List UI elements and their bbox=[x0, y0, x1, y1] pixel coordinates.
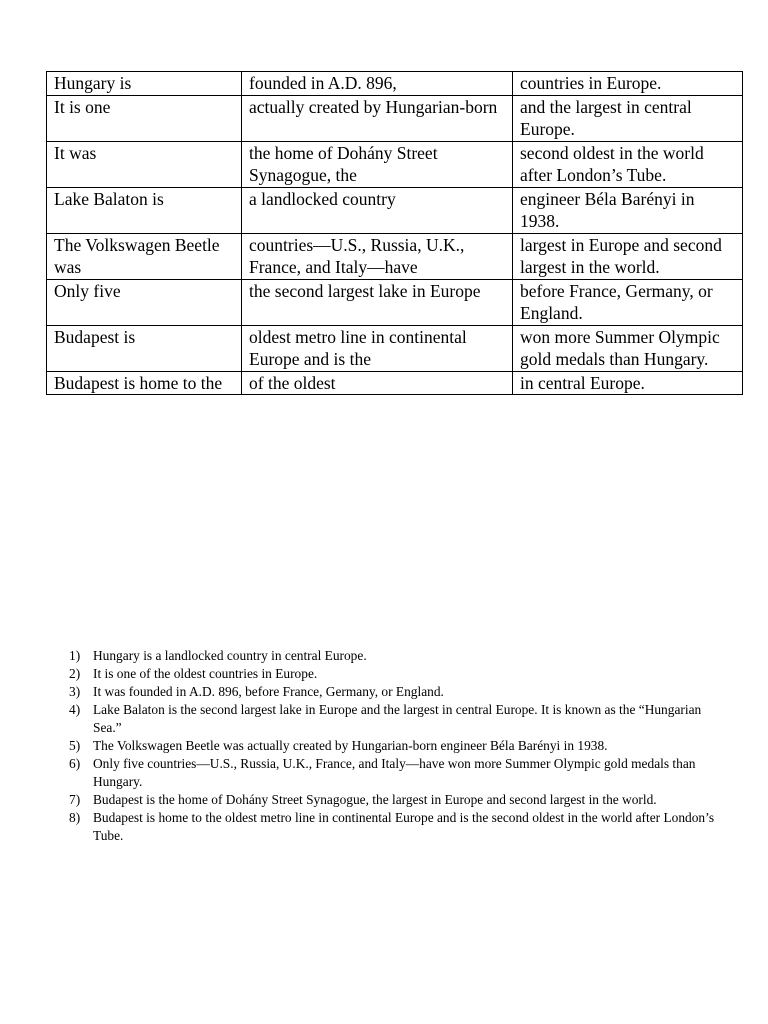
list-number: 7) bbox=[69, 792, 81, 807]
sentence-middle-cell: of the oldest bbox=[242, 371, 513, 395]
list-number: 1) bbox=[69, 648, 81, 663]
sentence-middle-cell: countries—U.S., Russia, U.K., France, and Italy—have bbox=[242, 233, 513, 279]
sentence-end-cell: engineer Béla Barényi in 1938. bbox=[513, 187, 743, 233]
list-number: 5) bbox=[69, 738, 81, 753]
sentence-middle-cell: oldest metro line in continental Europe and is the bbox=[242, 325, 513, 371]
sentence-end-cell: countries in Europe. bbox=[513, 72, 743, 96]
table-row bbox=[47, 72, 743, 96]
list-item bbox=[66, 683, 726, 701]
fact-text: Budapest is home to the oldest metro line in continental Europe and is the second oldest in the world after London’s Tube. bbox=[93, 810, 715, 843]
sentence-end-cell: second oldest in the world after London’s Tube. bbox=[513, 141, 743, 187]
sentence-middle-cell: the second largest lake in Europe bbox=[242, 279, 513, 325]
table-row bbox=[47, 325, 743, 371]
sentence-middle-cell: the home of Dohány Street Synagogue, the bbox=[242, 141, 513, 187]
sentence-start-cell: Lake Balaton is bbox=[47, 187, 242, 233]
sentence-middle-cell: a landlocked country bbox=[242, 187, 513, 233]
sentence-middle-cell: actually created by Hungarian-born bbox=[242, 95, 513, 141]
list-item bbox=[66, 665, 726, 683]
list-item bbox=[66, 737, 726, 755]
list-item bbox=[66, 791, 726, 809]
list-number: 3) bbox=[69, 684, 81, 699]
table-row bbox=[47, 371, 743, 395]
fact-text: It was founded in A.D. 896, before France, Germany, or England. bbox=[93, 684, 444, 699]
sentence-start-cell: The Volkswagen Beetle was bbox=[47, 233, 242, 279]
sentence-end-cell: before France, Germany, or England. bbox=[513, 279, 743, 325]
fact-text: Lake Balaton is the second largest lake in Europe and the largest in central Europe. It is known as the “Hungarian Sea.” bbox=[93, 702, 702, 735]
table-row bbox=[47, 187, 743, 233]
sentence-start-cell: It was bbox=[47, 141, 242, 187]
list-number: 8) bbox=[69, 810, 81, 825]
fact-text: Only five countries—U.S., Russia, U.K., France, and Italy—have won more Summer Olympic gold medals than Hungary. bbox=[93, 756, 696, 789]
table-row bbox=[47, 279, 743, 325]
fact-text: Budapest is the home of Dohány Street Synagogue, the largest in Europe and second largest in the world. bbox=[93, 792, 657, 807]
table-row bbox=[47, 141, 743, 187]
list-item bbox=[66, 809, 726, 845]
sentence-start-cell: Hungary is bbox=[47, 72, 242, 96]
sentence-middle-cell: founded in A.D. 896, bbox=[242, 72, 513, 96]
sentence-start-cell: Budapest is bbox=[47, 325, 242, 371]
table-row bbox=[47, 95, 743, 141]
sentence-start-cell: Only five bbox=[47, 279, 242, 325]
sentence-end-cell: won more Summer Olympic gold medals than Hungary. bbox=[513, 325, 743, 371]
sentence-start-cell: It is one bbox=[47, 95, 242, 141]
sentence-matching-table bbox=[46, 71, 743, 395]
list-item bbox=[66, 701, 726, 737]
fact-text: The Volkswagen Beetle was actually created by Hungarian-born engineer Béla Barényi in 1938. bbox=[93, 738, 608, 753]
fact-text: It is one of the oldest countries in Europe. bbox=[93, 666, 318, 681]
list-item bbox=[66, 755, 726, 791]
sentence-start-cell: Budapest is home to the bbox=[47, 371, 242, 395]
list-number: 4) bbox=[69, 702, 81, 717]
sentence-end-cell: and the largest in central Europe. bbox=[513, 95, 743, 141]
facts-answer-list bbox=[66, 647, 726, 845]
list-item bbox=[66, 647, 726, 665]
sentence-end-cell: in central Europe. bbox=[513, 371, 743, 395]
list-number: 6) bbox=[69, 756, 81, 771]
table-row bbox=[47, 233, 743, 279]
list-number: 2) bbox=[69, 666, 81, 681]
fact-text: Hungary is a landlocked country in central Europe. bbox=[93, 648, 367, 663]
sentence-end-cell: largest in Europe and second largest in the world. bbox=[513, 233, 743, 279]
